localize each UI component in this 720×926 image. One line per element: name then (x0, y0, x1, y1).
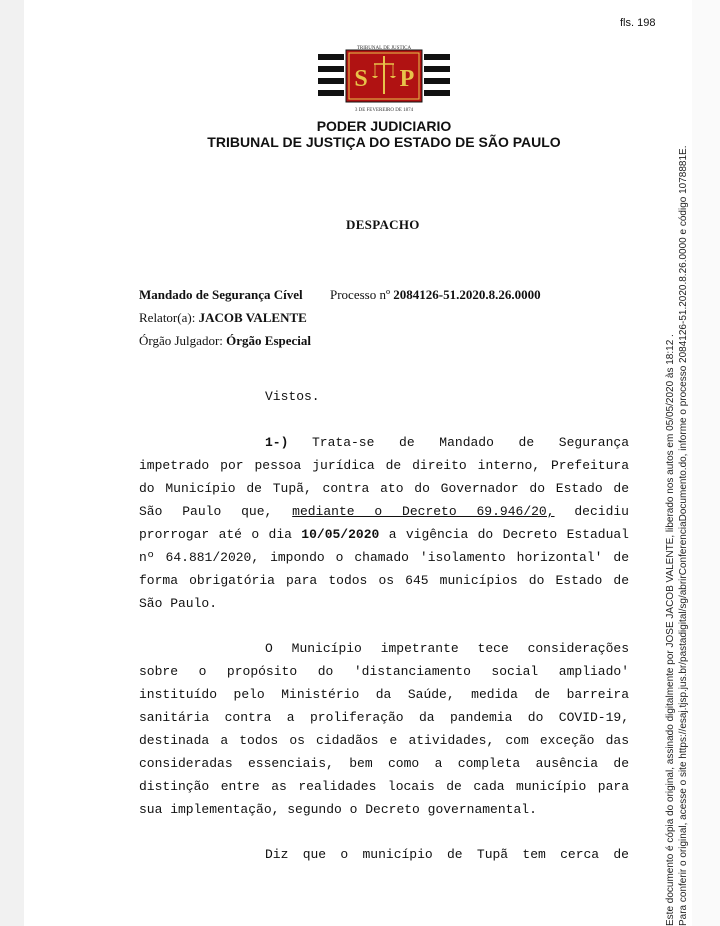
emblem-letter-p: P (399, 66, 415, 92)
p1-line-3: do Município de Tupã, contra ato do Governador do Estado de (139, 481, 629, 496)
verification-note-line-1: Este documento é cópia do original, assinado digitalmente por JOSE JACOB VALENTE, liberado nos autos em 05/05/2020 às 18:12 . (665, 334, 676, 926)
p2-line-5: destinada a todos os cidadãos e atividades, com exceção das (139, 733, 629, 748)
emblem-letter-s: S (354, 66, 368, 92)
case-type: Mandado de Segurança Cível (139, 287, 303, 302)
header-line-2: TRIBUNAL DE JUSTIÇA DO ESTADO DE SÃO PAULO (207, 134, 561, 150)
p1-line-5: prorrogar até o dia 10/05/2020 a vigência do Decreto Estadual (139, 527, 629, 542)
p1-line-8: São Paulo. (139, 596, 218, 611)
p2-line-3: instituído pelo Ministério da Saúde, medida de barreira (139, 687, 629, 702)
verification-note-line-2: Para conferir o original, acesse o site https://esaj.tjsp.jus.br/pastadigital/sg/abrirConferenciaDocumento.do, informe o processo 2084126-51.2020.8.26.0000 e código 1078881E. (678, 145, 689, 926)
page-number: fls. 198 (620, 17, 656, 29)
p3-line-1: Diz que o município de Tupã tem cerca de (265, 847, 629, 862)
paragraph-marker: 1-) (265, 435, 289, 450)
process-number: Processo nº 2084126-51.2020.8.26.0000 (330, 287, 541, 302)
p1-line-4: São Paulo que, mediante o Decreto 69.946/20, decidiu (139, 504, 629, 519)
document-title: DESPACHO (346, 217, 420, 232)
judging-body: Órgão Julgador: Órgão Especial (139, 333, 311, 348)
p1-line-2: impetrado por pessoa jurídica de direito interno, Prefeitura (139, 458, 629, 473)
p2-line-1: O Município impetrante tece considerações (265, 641, 629, 656)
rapporteur: Relator(a): JACOB VALENTE (139, 310, 307, 325)
p1-line-7: forma obrigatória para todos os 645 municípios do Estado de (139, 573, 629, 588)
emblem-top-text: TRIBUNAL DE JUSTIÇA (356, 46, 412, 51)
p2-line-6: consideradas essenciais, bem como a completa ausência de (139, 756, 629, 771)
header-line-1: PODER JUDICIARIO (316, 118, 452, 134)
p1-line-1: Trata-se de Mandado de Segurança (312, 435, 629, 450)
vistos: Vistos. (265, 389, 320, 404)
p2-line-4: sanitária contra a proliferação da pandemia do COVID-19, (139, 710, 629, 725)
p1-line-6: nº 64.881/2020, impondo o chamado 'isolamento horizontal' de (139, 550, 629, 565)
p2-line-2: sobre o propósito do 'distanciamento social ampliado' (139, 664, 629, 679)
verification-note (664, 145, 690, 926)
emblem-bottom-text: 3 DE FEVEREIRO DE 1874 (354, 108, 414, 113)
p2-line-7: distinção entre as realidades locais de cada município para (139, 779, 629, 794)
court-emblem-logo (316, 42, 452, 114)
p2-line-8: sua implementação, segundo o Decreto governamental. (139, 802, 537, 817)
